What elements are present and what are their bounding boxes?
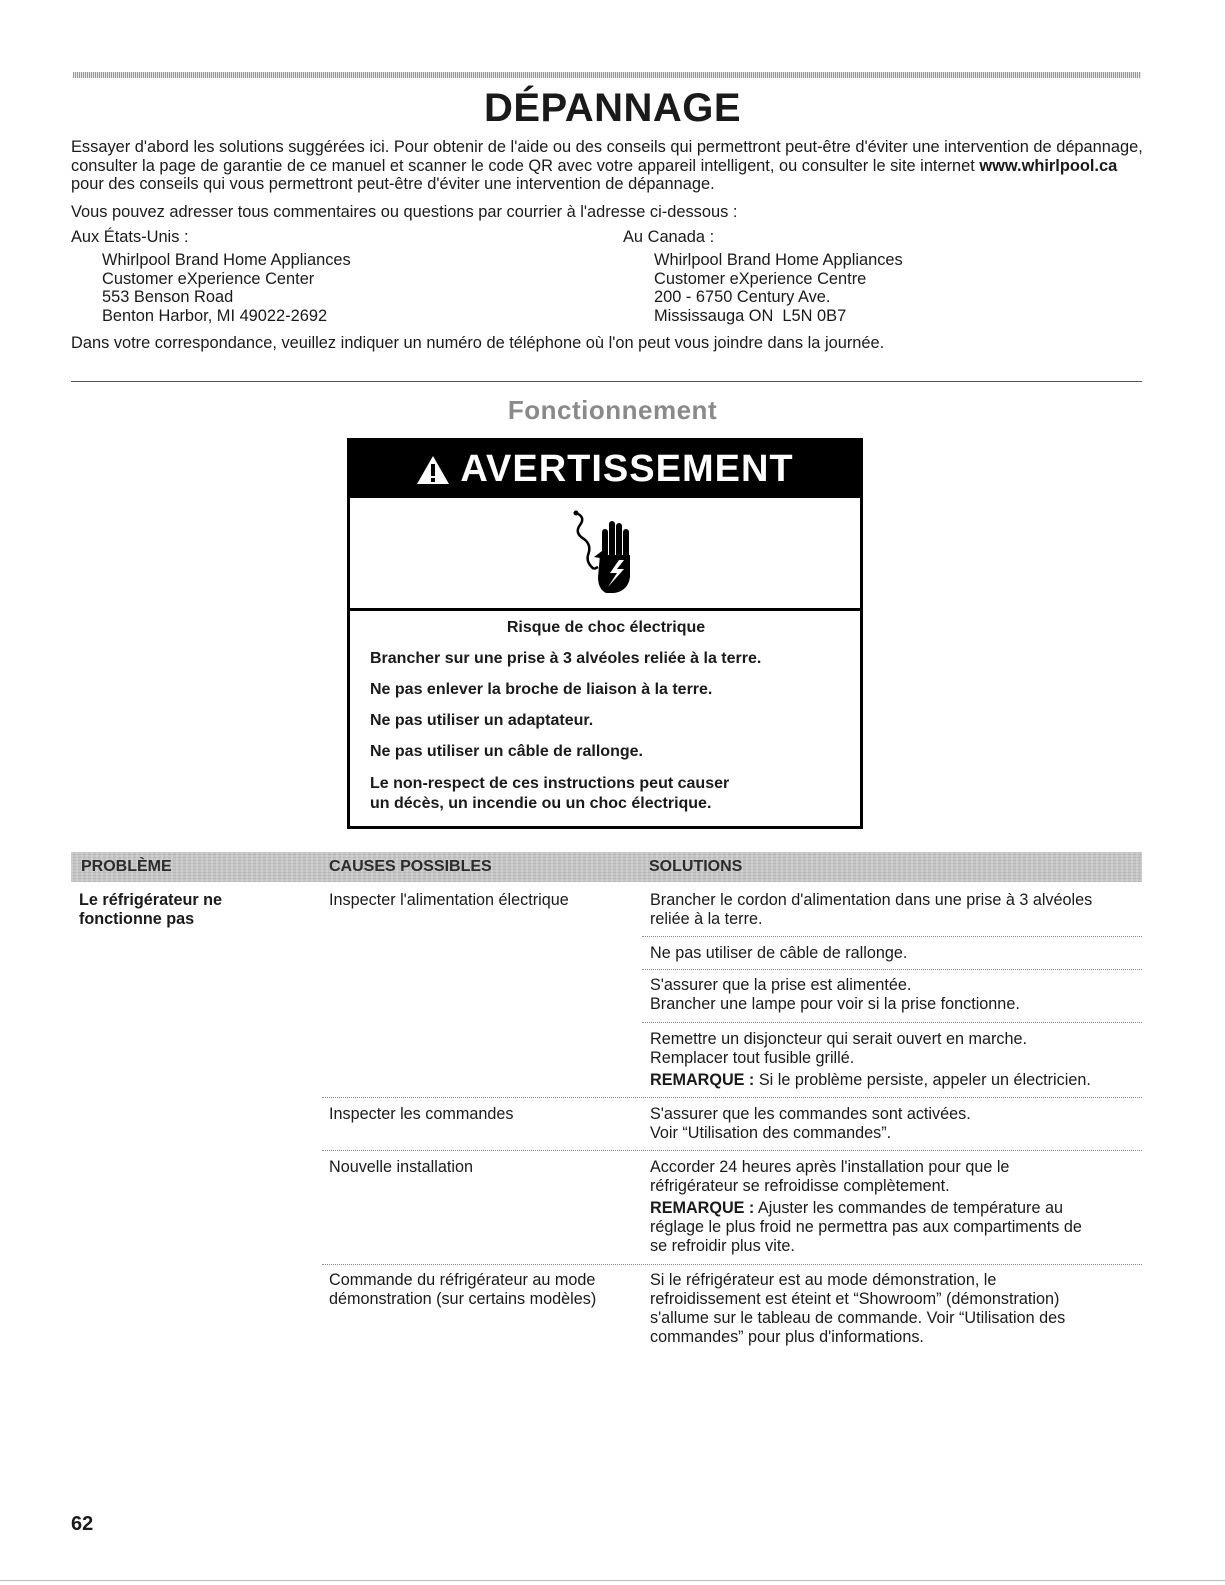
row-separator bbox=[642, 969, 1142, 970]
address-line: Customer eXperience Centre bbox=[654, 269, 867, 288]
correspondence-text: Dans votre correspondance, veuillez indiquer un numéro de téléphone où l'on peut vous joindre dans la journée. bbox=[71, 334, 885, 352]
section-title: Fonctionnement bbox=[507, 395, 718, 425]
cause-cell: Nouvelle installation bbox=[329, 1158, 473, 1176]
row-separator bbox=[642, 1022, 1142, 1023]
problem-line: fonctionne pas bbox=[79, 910, 195, 928]
address-line: 553 Benson Road bbox=[102, 288, 234, 306]
row-separator bbox=[642, 936, 1142, 937]
warning-risk: Risque de choc électrique bbox=[506, 619, 706, 636]
cause-cell bbox=[329, 1271, 596, 1309]
note-label: REMARQUE : bbox=[650, 1071, 755, 1089]
website-link[interactable]: www.whirlpool.ca bbox=[979, 156, 1118, 175]
intro-paragraph bbox=[71, 138, 1146, 194]
top-rule bbox=[73, 72, 1141, 78]
row-separator bbox=[322, 1264, 1142, 1265]
solution-text: Accorder 24 heures après l'installation pour que le réfrigérateur se refroidisse complètement. bbox=[650, 1158, 1010, 1195]
solution-text: S'assurer que la prise est alimentée. Brancher une lampe pour voir si la prise fonctionne. bbox=[650, 976, 1020, 1013]
cause-cell: Inspecter l'alimentation électrique bbox=[329, 891, 569, 909]
note-label: REMARQUE : bbox=[650, 1199, 755, 1217]
address-line: Customer eXperience Center bbox=[102, 269, 315, 288]
warning-instruction: Ne pas utiliser un câble de rallonge. bbox=[370, 743, 643, 760]
cause-cell: Inspecter les commandes bbox=[329, 1105, 514, 1123]
warning-instruction: Brancher sur une prise à 3 alvéoles reliée à la terre. bbox=[370, 650, 762, 667]
intro-text: Essayer d'abord les solutions suggérées ici. Pour obtenir de l'aide ou des conseils qui permettront peut-être d'éviter une intervention de dépannage, consulter la page de garantie de ce manuel et scanner le code QR avec votre appareil intelligent, ou consulter le site internet bbox=[71, 138, 1143, 175]
warning-consequence bbox=[370, 774, 842, 813]
us-address-label: Aux États-Unis : bbox=[71, 228, 189, 246]
row-separator bbox=[322, 1150, 1142, 1151]
canada-address-label: Au Canada : bbox=[623, 228, 715, 246]
solution-note bbox=[650, 1071, 1091, 1090]
warning-title: AVERTISSEMENT bbox=[460, 448, 794, 490]
address-line: Whirlpool Brand Home Appliances bbox=[102, 251, 351, 269]
section-divider bbox=[71, 381, 1142, 382]
address-line: Whirlpool Brand Home Appliances bbox=[654, 251, 903, 269]
page-number: 62 bbox=[71, 1513, 94, 1535]
header-causes: CAUSES POSSIBLES bbox=[329, 858, 492, 875]
row-separator bbox=[322, 1097, 1142, 1098]
address-line: 200 - 6750 Century Ave. bbox=[654, 288, 831, 306]
canada-address bbox=[654, 251, 903, 325]
header-solutions: SOLUTIONS bbox=[649, 858, 743, 875]
warning-instruction: Ne pas utiliser un adaptateur. bbox=[370, 712, 594, 729]
electrical-shock-hand-icon bbox=[572, 507, 638, 600]
note-text: Ajuster les commandes de température au réglage le plus froid ne permettra pas aux compartiments de se refroidir plus vite. bbox=[650, 1199, 1082, 1255]
warning-icon-area bbox=[350, 498, 860, 611]
intro-text-end: pour des conseils qui vous permettront peut-être d'éviter une intervention de dépannage. bbox=[71, 175, 715, 193]
warning-triangle-icon bbox=[416, 455, 450, 485]
problem-cell bbox=[79, 891, 222, 929]
warning-consequence-line: Le non-respect de ces instructions peut causer bbox=[370, 775, 730, 792]
warning-box bbox=[347, 438, 863, 829]
solution-text: Ne pas utiliser de câble de rallonge. bbox=[650, 944, 908, 962]
address-line: Benton Harbor, MI 49022-2692 bbox=[102, 306, 328, 325]
header-problem: PROBLÈME bbox=[81, 858, 172, 875]
problem-line: Le réfrigérateur ne bbox=[79, 891, 223, 909]
note-text: Si le problème persiste, appeler un électricien. bbox=[754, 1071, 1091, 1089]
solution-cell bbox=[650, 891, 1092, 929]
solution-text: Si le réfrigérateur est au mode démonstration, le refroidissement est éteint et “Showroom” (démonstration) s'allume sur le tableau de commande. Voir “Utilisation des commandes” pour plus d'informations. bbox=[650, 1271, 1066, 1346]
bottom-rule bbox=[0, 1580, 1225, 1581]
solution-cell bbox=[650, 1030, 1091, 1090]
troubleshooting-table-header bbox=[71, 852, 1142, 882]
warning-consequence-line: un décès, un incendie ou un choc électrique. bbox=[370, 794, 712, 812]
solution-note bbox=[650, 1199, 1082, 1256]
page-title: DÉPANNAGE bbox=[483, 86, 742, 130]
warning-instruction: Ne pas enlever la broche de liaison à la terre. bbox=[370, 681, 713, 698]
solution-cell bbox=[650, 944, 907, 963]
solution-cell bbox=[650, 1158, 1082, 1256]
us-address bbox=[102, 251, 351, 325]
solution-text: S'assurer que les commandes sont activées. Voir “Utilisation des commandes”. bbox=[650, 1105, 971, 1142]
warning-text bbox=[350, 611, 860, 813]
solution-cell bbox=[650, 976, 1020, 1014]
solution-cell bbox=[650, 1271, 1065, 1347]
contact-text: Vous pouvez adresser tous commentaires ou questions par courrier à l'adresse ci-dessous : bbox=[71, 203, 738, 221]
solution-text: Remettre un disjoncteur qui serait ouvert en marche. Remplacer tout fusible grillé. bbox=[650, 1030, 1027, 1067]
address-line: Mississauga ON L5N 0B7 bbox=[654, 306, 847, 325]
cause-text: Commande du réfrigérateur au mode démonstration (sur certains modèles) bbox=[329, 1271, 597, 1308]
solution-cell bbox=[650, 1105, 971, 1143]
warning-header bbox=[350, 441, 860, 498]
solution-text: Brancher le cordon d'alimentation dans une prise à 3 alvéoles reliée à la terre. bbox=[650, 891, 1093, 928]
